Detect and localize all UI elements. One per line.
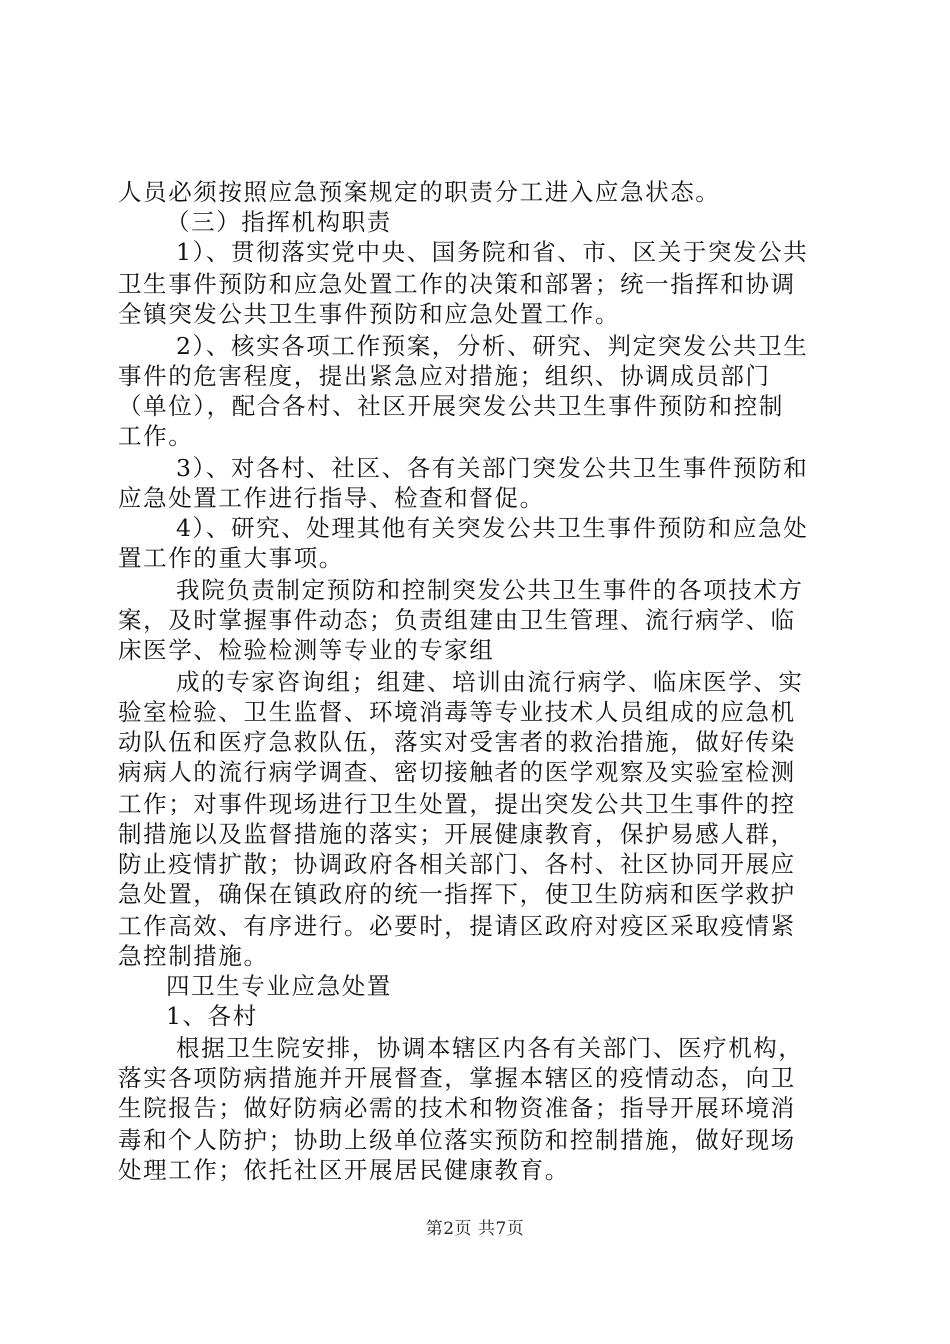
text-line: 我院负责制定预防和控制突发公共卫生事件的各项技术方	[176, 576, 804, 604]
page-number-footer: 第2页 共7页	[425, 1219, 525, 1239]
text-line: 事件的危害程度，提出紧急应对措施；组织、协调成员部门	[118, 362, 771, 390]
text-line: 人员必须按照应急预案规定的职责分工进入应急状态。	[118, 178, 721, 206]
text-line: 验室检验、卫生监督、环境消毒等专业技术人员组成的应急机	[118, 698, 796, 726]
subsection-heading: 1、各村	[166, 1002, 258, 1030]
text-line: 落实各项防病措施并开展督查，掌握本辖区的疫情动态，向卫	[118, 1064, 796, 1092]
text-line: 防止疫情扩散；协调政府各相关部门、各村、社区协同开展应	[118, 850, 796, 878]
section-heading: （三）指挥机构职责	[166, 208, 392, 236]
text-line: 工作。	[118, 422, 194, 450]
text-line: 毒和个人防护；协助上级单位落实预防和控制措施，做好现场	[118, 1126, 796, 1154]
text-line: 根据卫生院安排，协调本辖区内各有关部门、医疗机构，	[176, 1034, 804, 1062]
text-line: 急控制措施。	[118, 942, 269, 970]
text-line: 病病人的流行病学调查、密切接触者的医学观察及实验室检测	[118, 758, 796, 786]
text-line: （单位），配合各村、社区开展突发公共卫生事件预防和控制	[118, 392, 784, 420]
text-line: 工作高效、有序进行。必要时，提请区政府对疫区采取疫情紧	[118, 912, 796, 940]
text-line: 处理工作；依托社区开展居民健康教育。	[118, 1156, 570, 1184]
text-line: 工作；对事件现场进行卫生处置，提出突发公共卫生事件的控	[118, 790, 796, 818]
text-line: 卫生事件预防和应急处置工作的决策和部署；统一指挥和协调	[118, 270, 796, 298]
text-line: 生院报告；做好防病必需的技术和物资准备；指导开展环境消	[118, 1094, 796, 1122]
text-line: 置工作的重大事项。	[118, 544, 344, 572]
text-line: 急处置，确保在镇政府的统一指挥下，使卫生防病和医学救护	[118, 880, 796, 908]
text-line: 成的专家咨询组；组建、培训由流行病学、临床医学、实	[176, 668, 804, 696]
text-line: 床医学、检验检测等专业的专家组	[118, 636, 495, 664]
text-line: 4）、研究、处理其他有关突发公共卫生事件预防和应急处	[176, 514, 809, 542]
text-line: 案，及时掌握事件动态；负责组建由卫生管理、流行病学、临	[118, 606, 796, 634]
section-heading: 四卫生专业应急处置	[166, 972, 392, 1000]
text-line: 全镇突发公共卫生事件预防和应急处置工作。	[118, 300, 620, 328]
text-line: 动队伍和医疗急救队伍，落实对受害者的救治措施，做好传染	[118, 728, 796, 756]
text-line: 2）、核实各项工作预案，分析、研究、判定突发公共卫生	[176, 332, 809, 360]
text-line: 3）、对各村、社区、各有关部门突发公共卫生事件预防和	[176, 454, 809, 482]
text-line: 应急处置工作进行指导、检查和督促。	[118, 484, 545, 512]
text-line: 制措施以及监督措施的落实；开展健康教育，保护易感人群，	[118, 820, 796, 848]
text-line: 1）、贯彻落实党中央、国务院和省、市、区关于突发公共	[176, 238, 809, 266]
